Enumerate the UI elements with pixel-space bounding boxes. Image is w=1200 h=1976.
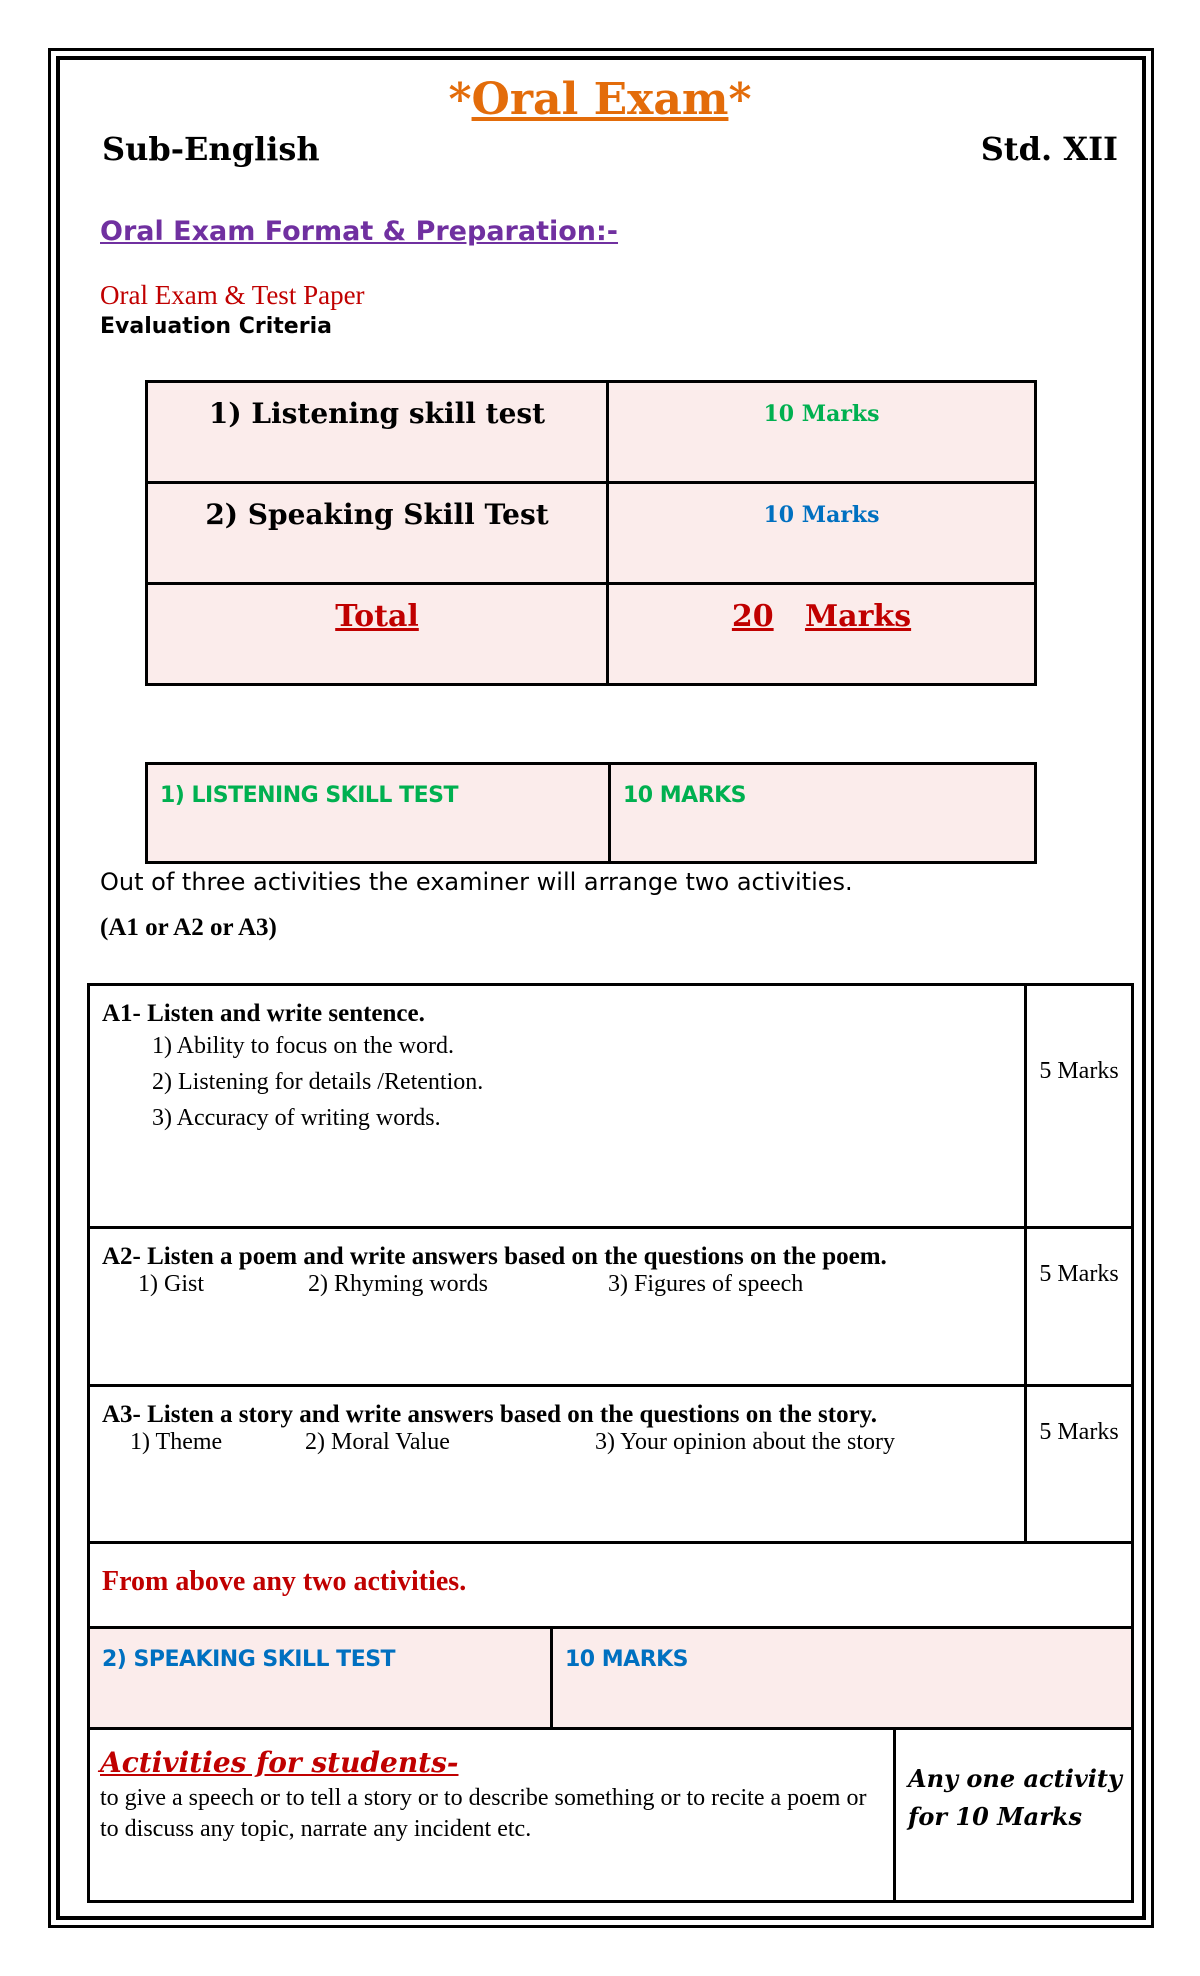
speaking-table: [87, 1626, 1134, 1903]
standard-label: Std. XII: [980, 130, 1118, 168]
speaking-note-line2: for 10 Marks: [908, 1802, 1083, 1831]
activity-marks: 5 Marks: [1039, 1419, 1119, 1445]
speaking-marks: 10 MARKS: [565, 1647, 689, 1672]
row-label: 2) Speaking Skill Test: [205, 498, 549, 531]
total-value: 20: [731, 599, 774, 634]
row-marks: 10 Marks: [763, 401, 880, 427]
activity-title: A2- Listen a poem and write answers based on the questions on the poem.: [102, 1243, 887, 1270]
speaking-heading: 2) SPEAKING SKILL TEST: [102, 1647, 396, 1672]
table-row: [89, 1386, 1133, 1543]
listening-heading: 1) LISTENING SKILL TEST: [160, 783, 458, 808]
page-title: [0, 74, 1200, 125]
table-row: [147, 382, 1036, 483]
table-row: [147, 764, 1036, 863]
listening-options: (A1 or A2 or A3): [100, 914, 277, 941]
listening-note: Out of three activities the examiner will arrange two activities.: [100, 868, 853, 896]
list-item: 3) Your opinion about the story: [595, 1429, 895, 1455]
speaking-note-line1: Any one activity: [908, 1764, 1122, 1793]
list-item: 2) Listening for details /Retention.: [152, 1069, 484, 1095]
row-label: 1) Listening skill test: [208, 397, 546, 430]
list-item: 1) Gist: [138, 1271, 204, 1297]
listening-marks: 10 MARKS: [623, 783, 747, 808]
title-suffix: *: [728, 74, 752, 125]
total-label: Total: [335, 599, 419, 634]
title-prefix: *: [448, 74, 472, 125]
list-item: 3) Accuracy of writing words.: [152, 1105, 441, 1131]
subheading: Oral Exam & Test Paper: [100, 280, 365, 310]
listening-heading-table: [145, 762, 1037, 864]
title-text: Oral Exam: [471, 74, 729, 125]
criteria-label: Evaluation Criteria: [100, 314, 332, 339]
table-row: [89, 1228, 1133, 1386]
activity-marks: 5 Marks: [1039, 1261, 1119, 1287]
table-row: [89, 1729, 1133, 1902]
listening-footer: From above any two activities.: [102, 1566, 467, 1597]
evaluation-table: [145, 380, 1037, 686]
activities-text: to give a speech or to tell a story or to describe something or to recite a poem or to discuss any topic, narrate any incident etc.: [100, 1785, 867, 1842]
list-item: 2) Rhyming words: [308, 1271, 488, 1297]
activity-marks: 5 Marks: [1039, 1058, 1119, 1084]
list-item: 2) Moral Value: [305, 1429, 450, 1455]
activities-heading: Activities for students-: [100, 1746, 459, 1779]
listening-activities-table: [87, 983, 1134, 1675]
total-row: [147, 584, 1036, 685]
table-row: [89, 1628, 1133, 1729]
table-row: [147, 483, 1036, 584]
activity-title: A3- Listen a story and write answers based on the questions on the story.: [102, 1401, 878, 1428]
row-marks: 10 Marks: [763, 502, 880, 528]
subject-label: Sub-English: [102, 130, 320, 168]
list-item: 1) Ability to focus on the word.: [152, 1033, 454, 1059]
section-heading: Oral Exam Format & Preparation:-: [100, 216, 619, 247]
list-item: 1) Theme: [130, 1429, 223, 1455]
list-item: 3) Figures of speech: [608, 1271, 804, 1297]
total-unit: Marks: [804, 599, 912, 634]
activity-title: A1- Listen and write sentence.: [102, 1000, 425, 1027]
table-row: [89, 985, 1133, 1228]
